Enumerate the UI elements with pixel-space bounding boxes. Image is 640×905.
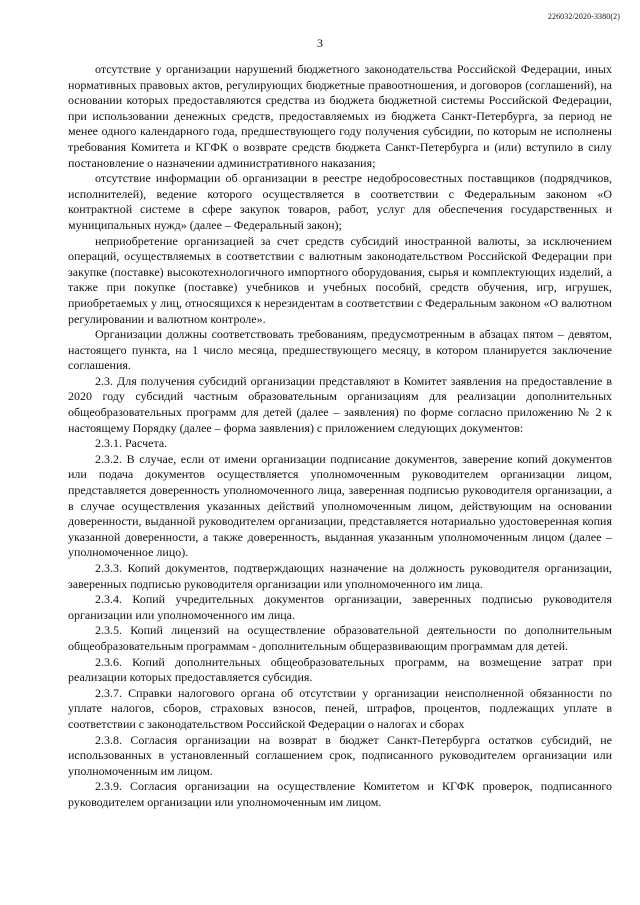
page-number: 3 (317, 36, 323, 50)
paragraph-foreign-currency: неприобретение организацией за счет средств субсидий иностранной валюты, за исключением операций, осуществляемых в соответствии с валютным законодательством Российской Федерации при закупке (поставке) высокотехнологичного импортного оборудования, сырья и комплектующих изделий, а также при покупке (поставке) учебников и учебных пособий, средств обучения, игр, игрушек, приобретаемых у лиц, относящихся к нерезидентам в соответствии с Федеральным законом «О валютном регулировании и валютном контроле». (68, 233, 612, 326)
paragraph-2-3-8: 2.3.8. Согласия организации на возврат в бюджет Санкт-Петербурга остатков субсидий, не использованных в установленный соглашением срок, подписанного руководителем организации или уполномоченным им лицом. (68, 732, 612, 778)
paragraph-2-3: 2.3. Для получения субсидий организации представляют в Комитет заявления на предоставление в 2020 году субсидий частным образовательным организациям для реализации дополнительных общеобразовательных программ для детей (далее – заявления) по форме согласно приложению № 2 к настоящему Порядку (далее – форма заявления) с приложением следующих документов: (68, 373, 612, 435)
paragraph-2-3-7: 2.3.7. Справки налогового органа об отсутствии у организации неисполненной обязанности по уплате налогов, сборов, страховых взносов, пеней, штрафов, процентов, подлежащих уплате в соответствии с законодательством Российской Федерации о налогах и сборах (68, 685, 612, 731)
paragraph-unfair-suppliers-registry: отсутствие информации об организации в реестре недобросовестных поставщиков (подрядчиков, исполнителей), ведение которого осуществляется в соответствии с Федеральным законом «О контрактной системе в сфере закупок товаров, работ, услуг для обеспечения государственных и муниципальных нужд» (далее – Федеральный закон); (68, 171, 612, 232)
paragraph-2-3-5: 2.3.5. Копий лицензий на осуществление образовательной деятельности по дополнительным общеобразовательным программам - дополнительным общеразвивающим программам для детей. (68, 623, 612, 653)
document-registration-number: 226032/2020-3380(2) (547, 12, 620, 21)
paragraph-requirements-date: Организации должны соответствовать требованиям, предусмотренным в абзацах пятом – девятом, настоящего пункта, на 1 число месяца, предшествующего месяцу, в котором планируется заключение соглашения. (68, 327, 612, 373)
paragraph-2-3-9: 2.3.9. Согласия организации на осуществление Комитетом и КГФК проверок, подписанного руководителем организации или уполномоченным им лицом. (68, 779, 612, 809)
paragraph-budget-violations: отсутствие у организации нарушений бюджетного законодательства Российской Федерации, иных нормативных правовых актов, регулирующих бюджетные правоотношения, и договоров (соглашений), на основании которых предоставляются средства из бюджета бюджетной системы Российской Федерации, при использовании денежных средств, предоставляемых из бюджета Санкт-Петербурга, за период не менее одного календарного года, предшествующего году получения субсидии, по которым не исполнены требования Комитета и КГФК о возврате средств бюджета Санкт-Петербурга и (или) вступило в силу постановление о назначении административного наказания; (68, 62, 612, 170)
document-body (68, 62, 612, 811)
paragraph-2-3-4: 2.3.4. Копий учредительных документов организации, заверенных подписью руководителя организации или уполномоченного им лица. (68, 592, 612, 622)
paragraph-2-3-2: 2.3.2. В случае, если от имени организации подписание документов, заверение копий документов или подача документов осуществляется уполномоченным руководителем организации лицом, представляется доверенность уполномоченного лица, заверенная подписью руководителя организации, а в случае осуществления указанных действий уполномоченным лицом, действующим на основании доверенности, выданной руководителем организации, представляется нотариально удостоверенная копия указанной доверенности, а также доверенность, выданная указанным уполномоченным лицом (далее – уполномоченное лицо). (68, 451, 612, 560)
paragraph-2-3-3: 2.3.3. Копий документов, подтверждающих назначение на должность руководителя организации, заверенных подписью руководителя организации или уполномоченного им лица. (68, 561, 612, 591)
paragraph-2-3-1: 2.3.1. Расчета. (95, 436, 168, 451)
paragraph-2-3-6: 2.3.6. Копий дополнительных общеобразовательных программ, на возмещение затрат при реализации которых предоставляется субсидия. (68, 654, 612, 685)
